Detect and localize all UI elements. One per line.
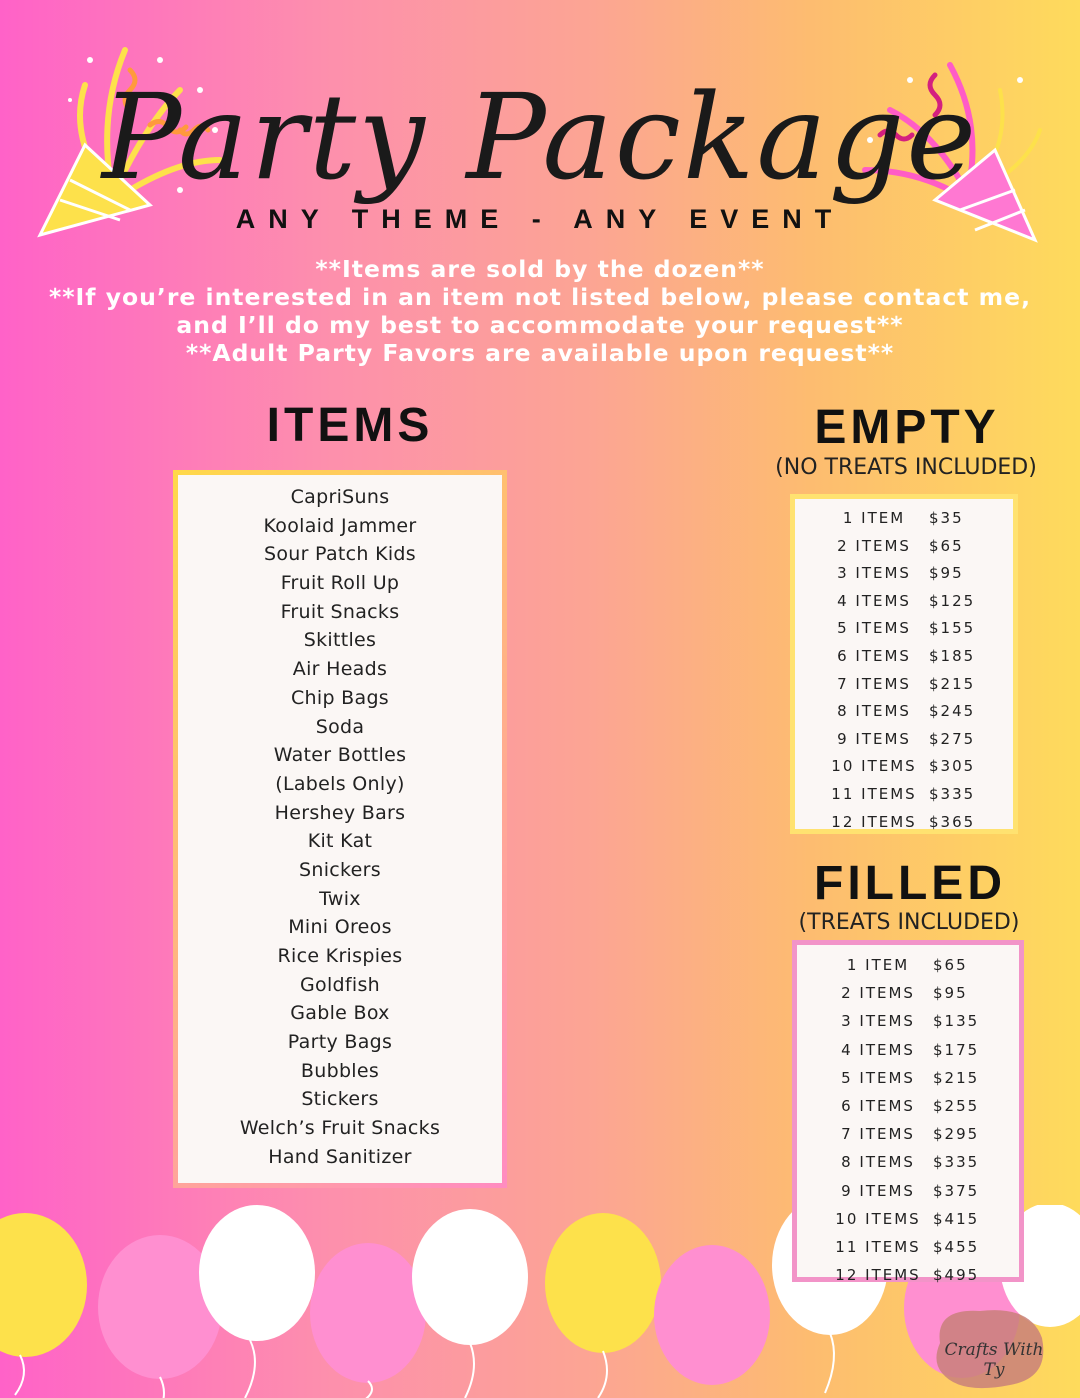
filled-heading: FILLED bbox=[814, 857, 1006, 910]
price-row bbox=[795, 560, 1013, 588]
price-qty: 7 ITEMS bbox=[837, 674, 911, 693]
page-title: Party Package bbox=[101, 68, 979, 206]
price-row bbox=[797, 1233, 1019, 1261]
price-value: $155 bbox=[929, 619, 976, 638]
list-item: CapriSuns bbox=[290, 486, 390, 508]
price-row bbox=[795, 781, 1013, 809]
price-value: $185 bbox=[929, 646, 976, 665]
price-row bbox=[797, 1007, 1019, 1035]
list-item: Water Bottles bbox=[273, 744, 407, 767]
price-row bbox=[795, 698, 1013, 726]
price-value: $275 bbox=[929, 729, 976, 748]
empty-heading: EMPTY bbox=[814, 401, 1000, 454]
price-qty: 1 ITEM bbox=[842, 509, 906, 527]
notes bbox=[0, 255, 1080, 367]
price-row bbox=[797, 1261, 1019, 1289]
price-value: $365 bbox=[929, 812, 976, 831]
price-value: $35 bbox=[929, 509, 964, 527]
list-item: Welch’s Fruit Snacks bbox=[239, 1117, 441, 1140]
price-row bbox=[795, 809, 1013, 837]
list-item: (Labels Only) bbox=[275, 772, 405, 795]
price-row bbox=[797, 1148, 1019, 1176]
items-list bbox=[178, 483, 502, 1172]
list-item: Mini Oreos bbox=[288, 916, 392, 939]
list-item: Sour Patch Kids bbox=[263, 543, 416, 566]
price-value: $175 bbox=[933, 1040, 980, 1059]
price-qty: 4 ITEMS bbox=[837, 591, 911, 610]
price-value: $65 bbox=[929, 536, 964, 555]
note-line: **Items are sold by the dozen** bbox=[315, 255, 765, 283]
empty-subheading: (NO TREATS INCLUDED) bbox=[775, 455, 1037, 480]
price-qty: 8 ITEMS bbox=[841, 1153, 915, 1172]
price-row bbox=[797, 979, 1019, 1007]
price-value: $335 bbox=[929, 784, 976, 803]
price-qty: 7 ITEMS bbox=[841, 1125, 915, 1144]
price-qty: 3 ITEMS bbox=[837, 564, 911, 583]
price-qty: 10 ITEMS bbox=[831, 757, 917, 776]
list-item: Fruit Roll Up bbox=[280, 572, 400, 595]
price-qty: 8 ITEMS bbox=[837, 702, 911, 721]
price-row bbox=[797, 1177, 1019, 1205]
balloon-icon bbox=[199, 1205, 315, 1398]
price-row bbox=[795, 671, 1013, 699]
price-row bbox=[795, 726, 1013, 754]
price-value: $135 bbox=[933, 1012, 980, 1031]
price-row bbox=[797, 951, 1019, 979]
price-value: $495 bbox=[933, 1266, 980, 1285]
price-row bbox=[795, 753, 1013, 781]
price-row bbox=[797, 1036, 1019, 1064]
price-row bbox=[795, 505, 1013, 533]
price-row bbox=[795, 615, 1013, 643]
filled-price-table bbox=[792, 940, 1024, 1285]
balloon-icon bbox=[654, 1245, 770, 1385]
price-value: $125 bbox=[929, 591, 976, 610]
note-line: **If you’re interested in an item not listed below, please contact me, bbox=[48, 283, 1032, 311]
price-value: $335 bbox=[933, 1153, 980, 1172]
price-value: $305 bbox=[929, 757, 976, 776]
price-value: $95 bbox=[929, 564, 964, 583]
price-qty: 9 ITEMS bbox=[837, 729, 911, 748]
list-item: Skittles bbox=[303, 629, 377, 652]
price-value: $245 bbox=[929, 702, 976, 721]
price-value: $295 bbox=[933, 1125, 980, 1144]
price-qty: 2 ITEMS bbox=[841, 984, 915, 1003]
filled-subheading: (TREATS INCLUDED) bbox=[798, 910, 1020, 935]
price-row bbox=[797, 1092, 1019, 1120]
price-qty: 12 ITEMS bbox=[831, 812, 917, 831]
price-qty: 5 ITEMS bbox=[837, 619, 911, 638]
list-item: Snickers bbox=[299, 858, 381, 881]
note-line: **Adult Party Favors are available upon request** bbox=[185, 339, 895, 367]
list-item: Goldfish bbox=[300, 973, 380, 996]
balloon-icon bbox=[545, 1213, 661, 1398]
list-item: Soda bbox=[315, 715, 365, 738]
logo-text: Crafts With Ty bbox=[944, 1340, 1044, 1380]
list-item: Party Bags bbox=[287, 1031, 393, 1054]
list-item: Chip Bags bbox=[290, 686, 390, 709]
price-qty: 11 ITEMS bbox=[831, 784, 917, 803]
balloon-icon bbox=[412, 1209, 528, 1398]
price-row bbox=[797, 1064, 1019, 1092]
price-value: $95 bbox=[933, 984, 968, 1003]
price-row bbox=[795, 533, 1013, 561]
balloon-icon bbox=[0, 1213, 87, 1395]
price-row bbox=[797, 1205, 1019, 1233]
price-value: $215 bbox=[933, 1068, 980, 1087]
price-qty: 3 ITEMS bbox=[841, 1012, 915, 1031]
list-item: Stickers bbox=[301, 1088, 379, 1111]
balloon-icon bbox=[310, 1243, 426, 1398]
note-line: and I’ll do my best to accommodate your request** bbox=[176, 311, 904, 339]
price-value: $215 bbox=[929, 674, 976, 693]
list-item: Rice Krispies bbox=[277, 945, 403, 967]
price-value: $65 bbox=[933, 956, 968, 974]
price-row bbox=[797, 1120, 1019, 1148]
price-value: $415 bbox=[933, 1209, 980, 1228]
empty-price-table bbox=[790, 494, 1018, 834]
items-heading: ITEMS bbox=[266, 399, 434, 452]
list-item: Kit Kat bbox=[307, 830, 373, 853]
price-qty: 1 ITEM bbox=[846, 956, 910, 974]
price-qty: 6 ITEMS bbox=[837, 646, 911, 665]
items-list-box bbox=[173, 470, 507, 1188]
list-item: Gable Box bbox=[290, 1002, 390, 1025]
price-qty: 4 ITEMS bbox=[841, 1040, 915, 1059]
price-value: $375 bbox=[933, 1181, 980, 1200]
price-qty: 2 ITEMS bbox=[837, 536, 911, 555]
list-item: Twix bbox=[319, 887, 361, 910]
list-item: Fruit Snacks bbox=[280, 600, 400, 623]
page-subtitle: ANY THEME - ANY EVENT bbox=[235, 204, 845, 234]
price-qty: 11 ITEMS bbox=[835, 1237, 921, 1256]
price-row bbox=[795, 643, 1013, 671]
list-item: Hand Sanitizer bbox=[268, 1145, 412, 1168]
price-value: $255 bbox=[933, 1096, 980, 1115]
price-qty: 6 ITEMS bbox=[841, 1096, 915, 1115]
list-item: Air Heads bbox=[292, 658, 388, 681]
price-qty: 9 ITEMS bbox=[841, 1181, 915, 1200]
price-qty: 5 ITEMS bbox=[841, 1068, 915, 1087]
price-value: $455 bbox=[933, 1237, 980, 1256]
list-item: Hershey Bars bbox=[274, 801, 406, 824]
list-item: Bubbles bbox=[300, 1059, 380, 1082]
price-qty: 10 ITEMS bbox=[835, 1209, 921, 1228]
price-qty: 12 ITEMS bbox=[835, 1266, 921, 1285]
price-row bbox=[795, 588, 1013, 616]
list-item: Koolaid Jammer bbox=[263, 514, 417, 537]
